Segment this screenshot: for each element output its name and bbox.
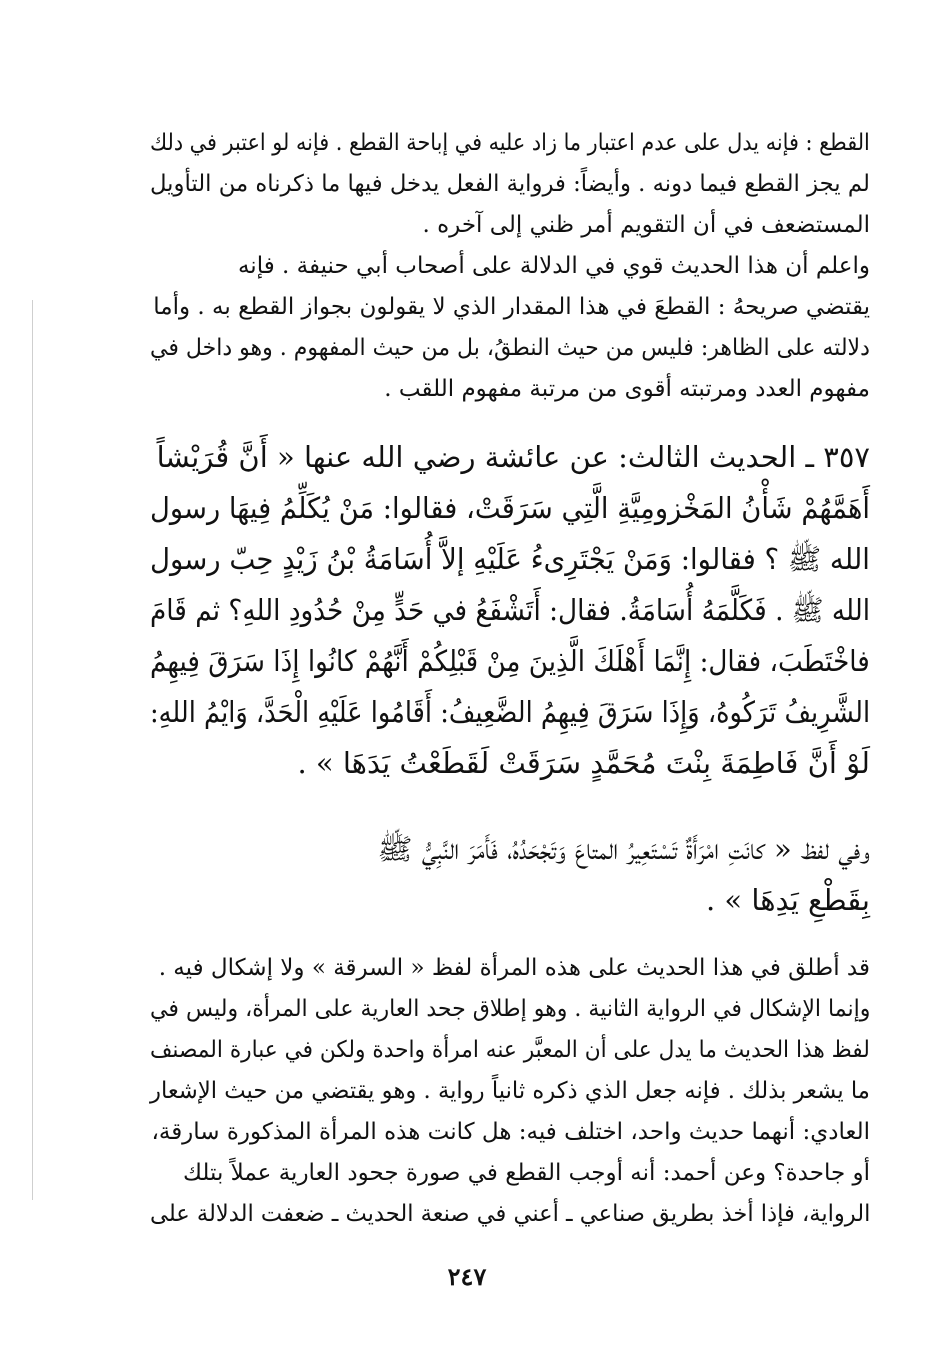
text-line: أو جاحدة؟ وعن أحمد: أنه أوجب القطع في صورة جحود العارية عملاً بتلك: [183, 1160, 870, 1186]
text-line: لفظ هذا الحديث ما يدل على أن المعبَّر عنه امرأة واحدة ولكن في عبارة المصنف: [150, 1037, 870, 1063]
text-line: الشَّرِيفُ تَرَكُوهُ، وَإِذَا سَرَقَ فِيهِمُ الضَّعِيفُ: أَقَامُوا عَلَيْهِ الْحَدَّ، وَايْمُ اللهِ:: [149, 695, 870, 729]
text-line: فاخْتَطَبَ، فقال: إِنَّمَا أَهْلَكَ الَّذِينَ مِنْ قَبْلِكُمْ أَنَّهُمْ كانُوا إِذَا سَرَقَ فِيهِمُ: [150, 644, 870, 678]
scan-margin-line: [32, 300, 33, 1200]
text-line: الله ﷺ ؟ فقالوا: وَمَنْ يَجْتَرِىءُ عَلَيْهِ إلاَّ أُسَامَةُ بْنُ زَيْدٍ حِبّ رسول: [150, 542, 870, 576]
commentary-paragraph-1: [150, 130, 870, 240]
text-line: العادي: أنهما حديث واحد، اختلف فيه: هل كانت هذه المرأة المذكورة سارقة،: [151, 1119, 870, 1145]
text-line: لَوْ أَنَّ فَاطِمَةَ بِنْتَ مُحَمَّدٍ سَرَقَتْ لَقَطَعْتُ يَدَهَا » .: [297, 746, 870, 780]
text-line: بِقَطْعِ يَدِهَا » .: [705, 883, 870, 917]
commentary-paragraph-2: [150, 253, 870, 413]
text-line: واعلم أن هذا الحديث قوي في الدلالة على أصحاب أبي حنيفة . فإنه: [237, 253, 870, 279]
text-line: قد أطلق في هذا الحديث على هذه المرأة لفظ « السرقة » ولا إشكال فيه .: [158, 955, 870, 981]
text-line: دلالته على الظاهر: فليس من حيث النطقُ، بل من حيث المفهوم . وهو داخل في: [150, 335, 870, 361]
text-line: لم يجز القطع فيما دونه . وأيضاً: فرواية الفعل يدخل فيها ما ذكرناه من التأويل: [150, 171, 870, 197]
text-line: المستضعف في أن التقويم أمر ظني إلى آخره .: [422, 212, 870, 238]
text-line: الرواية، فإذا أخذ بطريق صناعي ـ أعني في صنعة الحديث ـ ضعفت الدلالة على: [149, 1201, 870, 1227]
text-line: الله ﷺ . فَكَلَّمَهُ أُسَامَةُ. فقال: أَتَشْفَعُ في حَدٍّ مِنْ حُدُودِ اللهِ؟ ثم قَامَ: [149, 593, 870, 627]
text-line: القطع : فإنه يدل على عدم اعتبار ما زاد عليه في إباحة القطع . فإنه لو اعتبر في دلك: [150, 130, 870, 156]
text-line: مفهوم العدد ومرتبته أقوى من مرتبة مفهوم اللقب .: [384, 376, 870, 402]
page-number: ٢٤٧: [447, 1262, 487, 1291]
commentary-paragraph-3: [150, 955, 870, 1255]
hadith-text: [150, 440, 870, 800]
hadith-heading-line: ٣٥٧ ـ الحديث الثالث: عن عائشة رضي الله عنها « أَنَّ قُرَيْشاً: [156, 440, 870, 474]
text-line: يقتضي صريحهُ : القطعَ في هذا المقدار الذي لا يقولون بجواز القطع به . وأما: [153, 294, 870, 320]
text-line: أَهَمَّهُمْ شَأْنُ المَخْزومِيَّةِ الَّتِي سَرَقَتْ، فقالوا: مَنْ يُكَلِّمُ فِيهَا رسول: [150, 491, 870, 525]
text-line: وفي لفظ « كانَتِ امْرَأَةٌ تَسْتَعِيرُ المتاعَ وَتَجْحَدُهُ، فَأَمَرَ النَّبِيُّ ﷺ: [377, 832, 870, 866]
text-line: ما يشعر بذلك . فإنه جعل الذي ذكره ثانياً رواية . وهو يقتضي من حيث الإشعار: [150, 1078, 870, 1104]
hadith-variant-text: [150, 832, 870, 932]
text-line: وإنما الإشكال في الرواية الثانية . وهو إطلاق جحد العارية على المرأة، وليس في: [149, 996, 870, 1022]
